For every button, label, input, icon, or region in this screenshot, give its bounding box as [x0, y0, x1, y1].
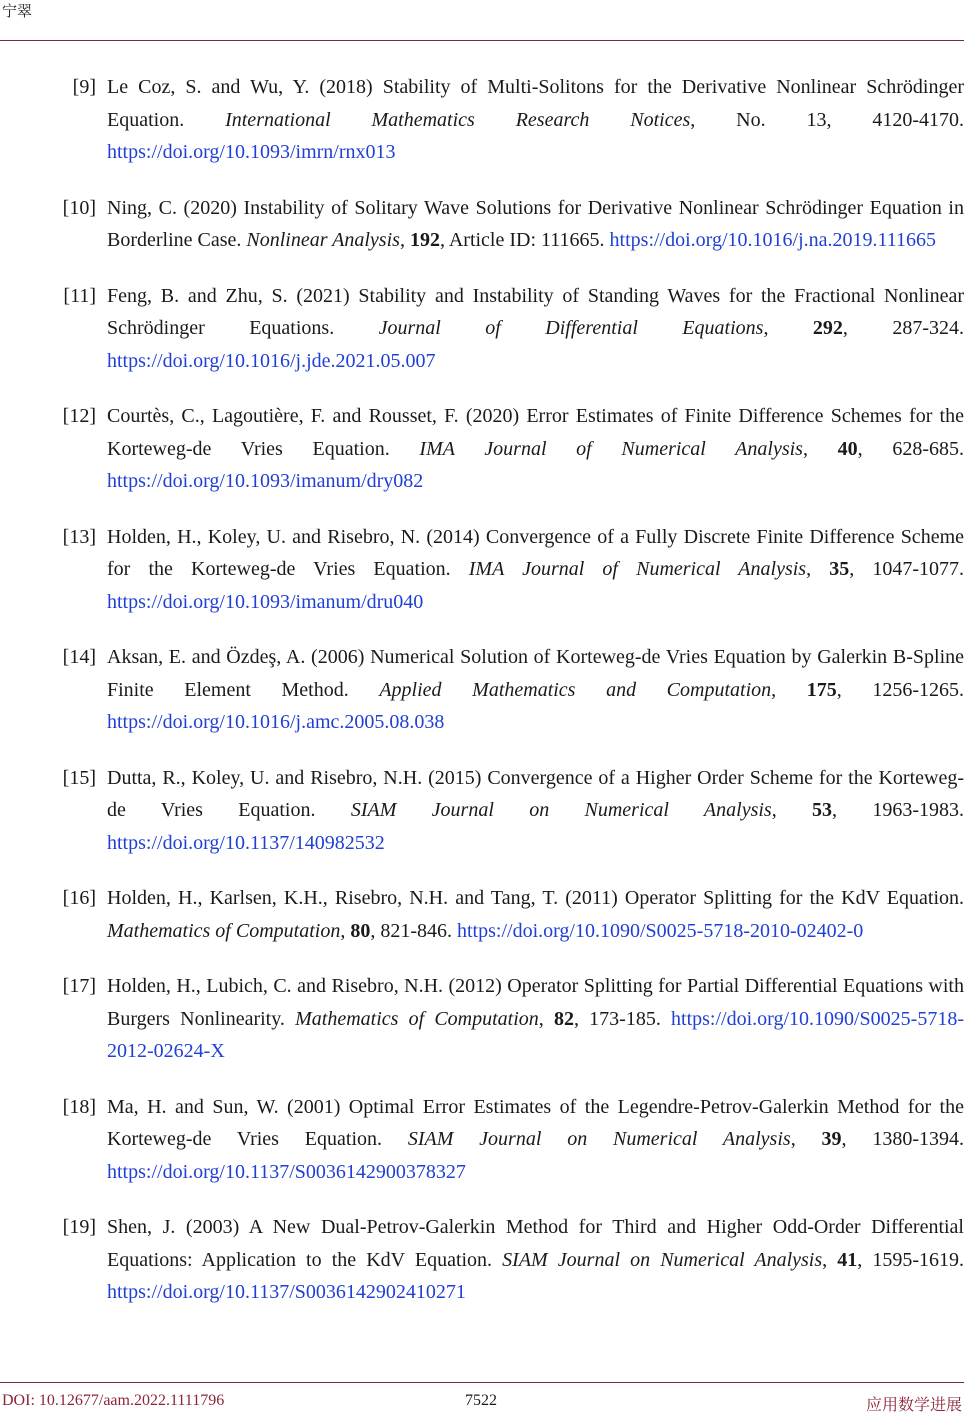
- reference-number: [17]: [62, 975, 96, 997]
- reference-item: [0, 192, 964, 257]
- reference-number: [13]: [62, 525, 96, 548]
- reference-text: Aksan, E. and Özdeş, A. (2006) Numerical Solution of Korteweg-de Vries Equation by Galerkin B-Spline Finite Element Method. Applied Mathematics and Computation, 175, 1256-1265. https://doi.org/10.1016/j.amc.2005.08.038: [107, 646, 964, 733]
- reference-pages: , No. 13, 4120-4170.: [690, 108, 964, 131]
- reference-pages: , 1380-1394.: [841, 1128, 964, 1150]
- reference-item: [0, 280, 964, 378]
- reference-number: [11]: [63, 284, 96, 307]
- reference-item: [0, 882, 964, 947]
- reference-journal: Applied Mathematics and Computation: [379, 678, 772, 701]
- reference-text: Shen, J. (2003) A New Dual-Petrov-Galerkin Method for Third and Higher Odd-Order Differential Equations: Application to the KdV Equation. SIAM Journal on Numerical Analysis, 41, 1595-1619. https://doi.org/10.1137/S0036142902410271: [107, 1216, 964, 1303]
- reference-doi-link[interactable]: https://doi.org/10.1090/S0025-5718-2012-02624-X: [107, 1007, 964, 1062]
- reference-text: Holden, H., Karlsen, K.H., Risebro, N.H. and Tang, T. (2011) Operator Splitting for the KdV Equation. Mathematics of Computation, 80, 821-846. https://doi.org/10.1090/S0025-5718-2010-02402-0: [107, 887, 964, 942]
- reference-volume: 41: [837, 1248, 858, 1271]
- reference-pages: , 1047-1077.: [849, 558, 964, 580]
- reference-text: [107, 71, 964, 169]
- reference-pages: , 1595-1619.: [857, 1248, 964, 1271]
- reference-authors-title: Courtès, C., Lagoutière, F. and Rousset, F. (2020) Error Estimates of Finite Difference Schemes for the Korteweg-de Vries Equation.: [107, 405, 964, 460]
- reference-pages: , 1256-1265.: [836, 678, 964, 701]
- reference-item: [0, 970, 964, 1068]
- reference-volume: 82: [553, 1007, 574, 1030]
- reference-journal: SIAM Journal on Numerical Analysis: [350, 799, 772, 821]
- reference-text: Dutta, R., Koley, U. and Risebro, N.H. (2015) Convergence of a Higher Order Scheme for the Korteweg-de Vries Equation. SIAM Journal on Numerical Analysis, 53, 1963-1983. https://doi.org/10.1137/140982532: [107, 766, 964, 854]
- footer-journal-name: 应用数学进展: [865, 1395, 962, 1414]
- reference-item: [0, 1211, 964, 1309]
- reference-journal: SIAM Journal on Numerical Analysis: [407, 1128, 791, 1150]
- reference-item: [0, 400, 964, 498]
- reference-volume: 40: [837, 437, 858, 460]
- reference-authors-title: Le Coz, S. and Wu, Y. (2018) Stability of Multi-Solitons for the Derivative Nonlinear Schrödinger Equation.: [107, 76, 964, 131]
- reference-doi-link[interactable]: https://doi.org/10.1016/j.amc.2005.08.038: [107, 711, 445, 733]
- reference-doi-link[interactable]: https://doi.org/10.1093/imanum/dry082: [107, 470, 424, 492]
- reference-pages: , 821-846.: [370, 919, 457, 942]
- reference-journal: Mathematics of Computation: [107, 919, 341, 942]
- reference-journal: Nonlinear Analysis: [246, 229, 400, 251]
- reference-pages: , 1963-1983.: [832, 799, 964, 821]
- reference-volume: 175: [806, 678, 837, 701]
- reference-journal: Mathematics of Computation: [295, 1007, 539, 1030]
- reference-journal: Journal of Differential Equations: [378, 317, 764, 339]
- reference-text: Ma, H. and Sun, W. (2001) Optimal Error Estimates of the Legendre-Petrov-Galerkin Method for the Korteweg-de Vries Equation. SIAM Journal on Numerical Analysis, 39, 1380-1394. https://doi.org/10.1137/S0036142900378327: [107, 1095, 964, 1183]
- reference-number: [9]: [72, 76, 96, 98]
- reference-pages: , 287-324.: [842, 317, 964, 339]
- reference-authors-title: Feng, B. and Zhu, S. (2021) Stability and Instability of Standing Waves for the Fractional Nonlinear Schrödinger Equations.: [107, 284, 964, 339]
- reference-number: [14]: [62, 646, 96, 668]
- reference-doi-link[interactable]: https://doi.org/10.1090/S0025-5718-2010-02402-0: [457, 919, 864, 942]
- reference-doi-link[interactable]: https://doi.org/10.1093/imanum/dru040: [107, 590, 424, 613]
- header-divider: [0, 40, 964, 41]
- reference-authors-title: Ma, H. and Sun, W. (2001) Optimal Error Estimates of the Legendre-Petrov-Galerkin Method for the Korteweg-de Vries Equation.: [107, 1095, 964, 1150]
- footer-divider: [0, 1382, 964, 1383]
- reference-doi-link[interactable]: https://doi.org/10.1137/140982532: [107, 831, 385, 854]
- reference-doi-link[interactable]: https://doi.org/10.1093/imrn/rnx013: [107, 141, 396, 163]
- reference-list: [0, 71, 964, 1332]
- reference-number: [16]: [62, 887, 96, 909]
- footer-doi: DOI: 10.12677/aam.2022.1111796: [2, 1392, 225, 1409]
- reference-volume: 192: [409, 229, 440, 251]
- reference-volume: 35: [829, 558, 850, 580]
- reference-text: Courtès, C., Lagoutière, F. and Rousset, F. (2020) Error Estimates of Finite Difference Schemes for the Korteweg-de Vries Equation. IMA Journal of Numerical Analysis, 40, 628-685. https://doi.org/10.1093/imanum/dry082: [107, 405, 964, 492]
- reference-number: [10]: [62, 196, 96, 219]
- reference-authors-title: Ning, C. (2020) Instability of Solitary Wave Solutions for Derivative Nonlinear Schrödinger Equation in Borderline Case.: [107, 196, 964, 251]
- reference-pages: , 628-685.: [857, 437, 964, 460]
- reference-volume: 292: [812, 317, 843, 339]
- reference-item: [0, 641, 964, 739]
- reference-doi-link[interactable]: https://doi.org/10.1137/S0036142900378327: [107, 1160, 466, 1183]
- reference-text: Feng, B. and Zhu, S. (2021) Stability and Instability of Standing Waves for the Fractional Nonlinear Schrödinger Equations. Journal of Differential Equations, 292, 287-324. https://doi.org/10.1016/j.jde.2021.05.007: [107, 284, 964, 372]
- reference-number: [15]: [62, 766, 96, 789]
- reference-doi-link[interactable]: https://doi.org/10.1016/j.na.2019.111665: [609, 229, 937, 251]
- page-number: 7522: [465, 1392, 497, 1409]
- reference-item: [0, 1091, 964, 1189]
- reference-item: [0, 71, 964, 169]
- header-author: 宁翠: [2, 2, 33, 20]
- reference-volume: 39: [821, 1128, 842, 1150]
- reference-journal: IMA Journal of Numerical Analysis: [419, 437, 803, 460]
- reference-pages: , Article ID: 111665.: [439, 229, 610, 251]
- reference-authors-title: Shen, J. (2003) A New Dual-Petrov-Galerkin Method for Third and Higher Odd-Order Differential Equations: Application to the KdV Equation.: [107, 1216, 964, 1271]
- reference-volume: 53: [812, 799, 833, 821]
- reference-authors-title: Holden, H., Koley, U. and Risebro, N. (2014) Convergence of a Fully Discrete Finite Difference Scheme for the Korteweg-de Vries Equation.: [107, 525, 964, 580]
- reference-number: [18]: [62, 1095, 96, 1118]
- reference-journal: SIAM Journal on Numerical Analysis: [502, 1248, 823, 1271]
- reference-text: Ning, C. (2020) Instability of Solitary Wave Solutions for Derivative Nonlinear Schrödinger Equation in Borderline Case. Nonlinear Analysis, 192, Article ID: 111665. https://doi.org/10.1016/j.na.2019.111665: [107, 196, 964, 251]
- reference-journal: International Mathematics Research Notices: [225, 108, 691, 131]
- reference-text: Holden, H., Lubich, C. and Risebro, N.H. (2012) Operator Splitting for Partial Differential Equations with Burgers Nonlinearity. Mathematics of Computation, 82, 173-185. https://doi.org/10.1090/S0025-5718-2012-02624-X: [107, 975, 964, 1062]
- reference-item: [0, 521, 964, 619]
- reference-journal: IMA Journal of Numerical Analysis: [468, 558, 807, 580]
- reference-authors-title: Dutta, R., Koley, U. and Risebro, N.H. (2015) Convergence of a Higher Order Scheme for the Korteweg-de Vries Equation.: [107, 766, 964, 821]
- reference-number: [19]: [62, 1216, 96, 1238]
- reference-doi-link[interactable]: https://doi.org/10.1016/j.jde.2021.05.007: [107, 349, 436, 372]
- reference-pages: , 173-185.: [573, 1007, 672, 1030]
- reference-volume: 80: [350, 919, 371, 942]
- reference-authors-title: Aksan, E. and Özdeş, A. (2006) Numerical Solution of Korteweg-de Vries Equation by Galerkin B-Spline Finite Element Method.: [107, 646, 964, 701]
- reference-text: Holden, H., Koley, U. and Risebro, N. (2014) Convergence of a Fully Discrete Finite Difference Scheme for the Korteweg-de Vries Equation. IMA Journal of Numerical Analysis, 35, 1047-1077. https://doi.org/10.1093/imanum/dru040: [107, 525, 964, 613]
- reference-item: [0, 762, 964, 860]
- reference-authors-title: Holden, H., Karlsen, K.H., Risebro, N.H. and Tang, T. (2011) Operator Splitting for the KdV Equation.: [107, 887, 964, 909]
- reference-authors-title: Holden, H., Lubich, C. and Risebro, N.H. (2012) Operator Splitting for Partial Differential Equations with Burgers Nonlinearity.: [107, 975, 964, 1030]
- reference-number: [12]: [62, 405, 96, 427]
- reference-doi-link[interactable]: https://doi.org/10.1137/S0036142902410271: [107, 1281, 466, 1303]
